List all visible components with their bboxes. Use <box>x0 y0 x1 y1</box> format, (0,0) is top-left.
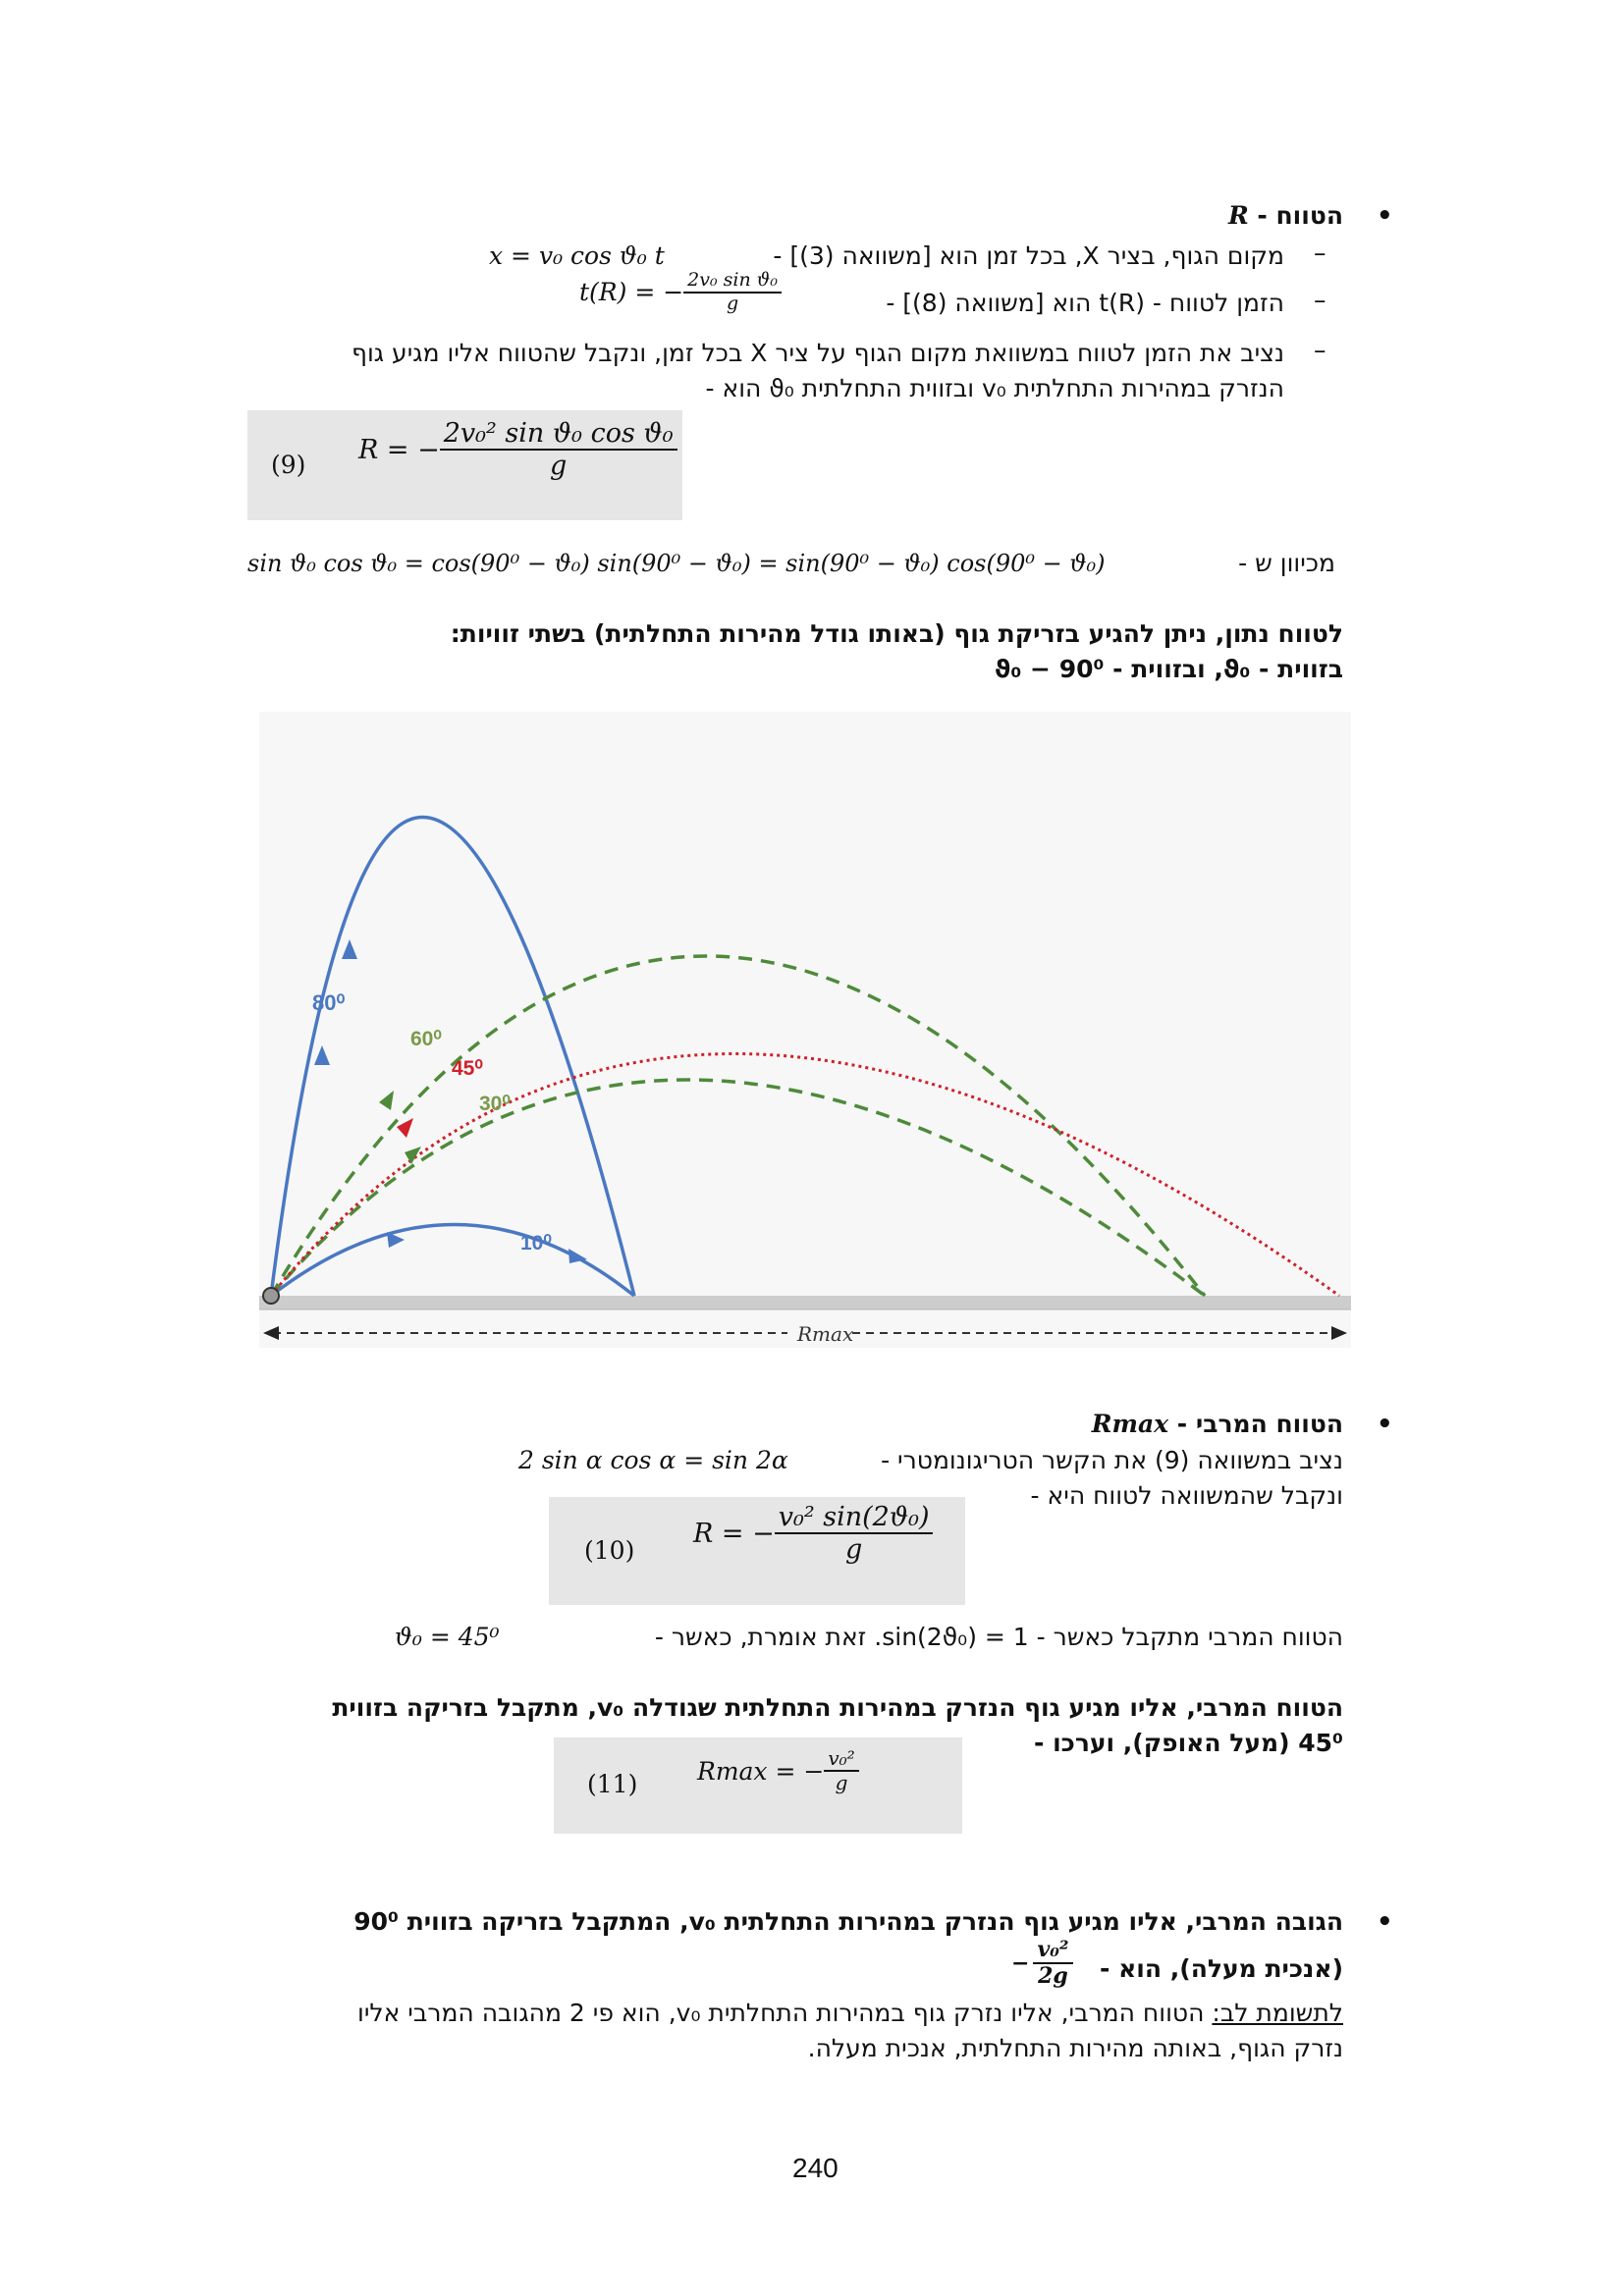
two-angles-line2: בזווית - ϑ₀, ובזווית - 90⁰ − ϑ₀ <box>994 655 1343 683</box>
eq9-lhs: R = − <box>358 434 440 465</box>
eq11-lhs: Rmax = − <box>697 1756 825 1786</box>
rmax-bold-line1: הטווח המרבי, אליו מגיע גוף הנזרק במהירות התחלתית שגודלה v₀, מתקבל בזריקה בזווית <box>332 1693 1343 1722</box>
dash-3: – <box>1314 336 1326 364</box>
rmax-line1-text: נציב במשוואה (9) את הקשר הטריגונומטרי - <box>881 1446 1343 1474</box>
eq11-formula <box>697 1747 859 1794</box>
height-frac <box>1033 1938 1072 1990</box>
height-bold-line1: הגובה המרבי, אליו מגיע גוף הנזרק במהירות התחלתית v₀, המתקבל בזריקה בזווית 90⁰ <box>353 1907 1343 1936</box>
range-item-2-frac-num: 2v₀ sin ϑ₀ <box>683 270 782 294</box>
height-note-line1 <box>357 1996 1343 2031</box>
rmax-line2-text: ונקבל שהמשוואה לטווח היא - <box>1030 1481 1343 1510</box>
range-item-2-frac-den: g <box>726 292 739 314</box>
launch-point <box>263 1288 279 1304</box>
eq9-frac-den: g <box>549 451 568 482</box>
label-80: 80⁰ <box>312 990 346 1015</box>
range-heading-text: הטווח - <box>1248 201 1343 230</box>
rmax-heading <box>1092 1407 1343 1442</box>
range-item-1-text: מקום הגוף, בציר X, בכל זמן הוא [משוואה (3)] - <box>773 241 1284 270</box>
ground <box>259 1296 1351 1309</box>
rmax-heading-text: הטווח המרבי - <box>1168 1410 1343 1438</box>
page-number: 240 <box>792 2153 839 2183</box>
since-formula: sin ϑ₀ cos ϑ₀ = cos(90⁰ − ϑ₀) sin(90⁰ − ϑ₀) = sin(90⁰ − ϑ₀) cos(90⁰ − ϑ₀) <box>247 550 1106 577</box>
range-heading <box>1228 198 1343 234</box>
range-item-3-line2: הנזרק במהירות התחלתית v₀ ובזווית התחלתית ϑ₀ הוא - <box>705 374 1284 402</box>
height-formula <box>1011 1938 1073 1990</box>
height-bold-line2: (אנכית מעלה), הוא - <box>1100 1954 1343 1983</box>
rmax-heading-var: Rmax <box>1091 1410 1169 1438</box>
bullet-range: • <box>1377 201 1393 231</box>
rmax-label: Rmax <box>797 1322 854 1346</box>
eq11-frac-den: g <box>835 1771 848 1794</box>
bullet-rmax: • <box>1377 1410 1393 1439</box>
eq10-number: (10) <box>584 1536 635 1565</box>
range-item-2-frac <box>683 270 782 315</box>
eq9-frac-num: 2v₀² sin ϑ₀ cos ϑ₀ <box>440 418 677 451</box>
note-label: לתשומת לב: <box>1212 1999 1343 2027</box>
height-note-line2: נזרק הגוף, באותה מהירות התחלתית, אנכית מעלה. <box>807 2034 1343 2062</box>
dash-2: – <box>1314 286 1326 314</box>
eq10-frac-num: v₀² sin(2ϑ₀) <box>775 1502 934 1534</box>
eq10-frac <box>775 1502 934 1565</box>
rmax-line1-formula: 2 sin α cos α = sin 2α <box>518 1446 788 1474</box>
label-30: 30⁰ <box>479 1093 511 1115</box>
eq9-frac <box>440 418 677 481</box>
two-angles-line1: לטווח נתון, ניתן להגיע בזריקת גוף (באותו גודל מהירות התחלתית) בשתי זוויות: <box>450 619 1343 648</box>
bullet-height: • <box>1377 1907 1393 1937</box>
range-item-2-text: הזמן לטווח - t(R) הוא [משוואה (8)] - <box>886 289 1284 317</box>
range-item-1-formula: x = v₀ cos ϑ₀ t <box>489 241 665 270</box>
eq9-formula <box>358 418 677 481</box>
eq10-frac-den: g <box>844 1534 863 1566</box>
range-item-3-line1: נציב את הזמן לטווח במשוואת מקום הגוף על ציר X בכל זמן, ונקבל שהטווח אליו מגיע גוף <box>352 339 1284 367</box>
rmax-line3-text: הטווח המרבי מתקבל כאשר - sin(2ϑ₀) = 1. זאת אומרת, כאשר - <box>654 1623 1343 1651</box>
label-45: 45⁰ <box>452 1057 483 1080</box>
height-frac-den: 2g <box>1038 1963 1068 1990</box>
eq11-frac-num: v₀² <box>824 1747 858 1772</box>
rmax-line3-formula: ϑ₀ = 45⁰ <box>395 1623 500 1651</box>
label-10: 10⁰ <box>520 1232 552 1255</box>
eq11-number: (11) <box>587 1770 638 1798</box>
since-text: מכיוון ש - <box>1238 549 1335 577</box>
height-frac-num: v₀² <box>1033 1938 1072 1964</box>
note-text-1: הטווח המרבי, אליו נזרק גוף במהירות התחלתית v₀, הוא פי 2 מהגובה המרבי אליו <box>357 1999 1213 2027</box>
range-item-2-formula <box>579 270 782 315</box>
projectile-trajectories-figure <box>259 712 1351 1348</box>
eq10-formula <box>693 1502 933 1565</box>
rmax-bold-line2: 45⁰ (מעל האופק), וערכו - <box>1034 1729 1343 1757</box>
height-minus: − <box>1011 1950 1030 1977</box>
range-item-2-lhs: t(R) = − <box>579 277 684 306</box>
label-60: 60⁰ <box>410 1028 442 1050</box>
dash-1: – <box>1314 239 1326 267</box>
eq11-frac <box>824 1747 858 1794</box>
eq9-number: (9) <box>271 451 306 479</box>
eq10-lhs: R = − <box>693 1518 775 1549</box>
range-heading-var: R <box>1227 201 1249 230</box>
